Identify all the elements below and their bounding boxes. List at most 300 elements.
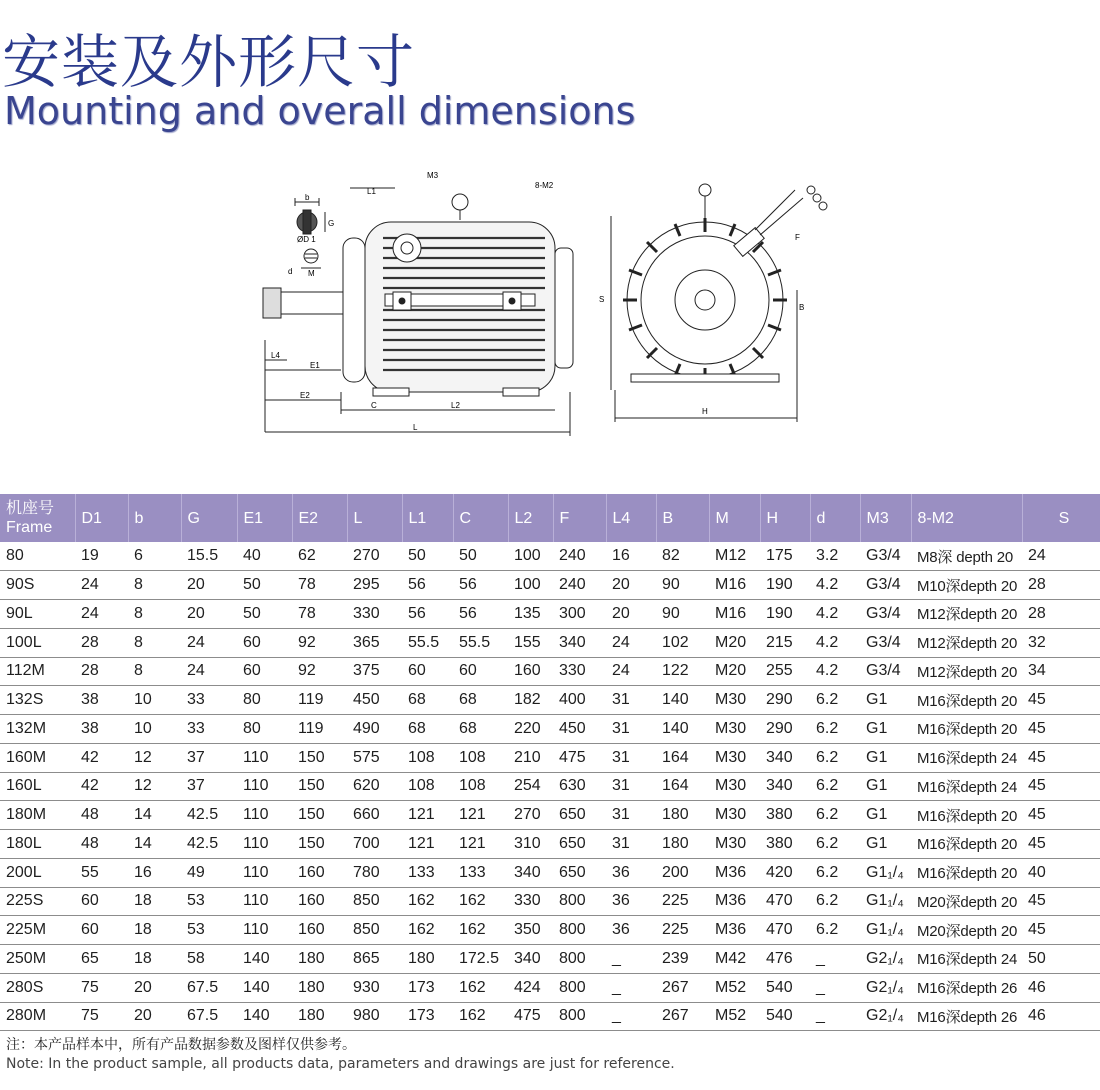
table-cell: 180: [298, 949, 325, 967]
table-cell: 780: [353, 863, 380, 881]
table-cell: 200L: [6, 863, 42, 881]
table-cell: 424: [514, 978, 541, 996]
table-cell: 6.2: [816, 834, 839, 852]
table-row: [0, 628, 1100, 657]
table-row: [0, 858, 1100, 887]
table-cell: G3/4: [866, 604, 901, 622]
table-cell: 100: [514, 576, 541, 594]
table-cell: 110: [243, 777, 269, 795]
table-cell: 90S: [6, 576, 35, 594]
table-cell: G1: [866, 748, 888, 766]
table-cell: 31: [612, 834, 630, 852]
table-cell: 4.2: [816, 576, 839, 594]
table-cell: M20: [715, 662, 747, 680]
table-cell: 8: [134, 633, 143, 651]
table-cell: 45: [1028, 691, 1046, 709]
table-cell: M16: [715, 604, 747, 622]
table-cell: 162: [408, 921, 435, 939]
table-cell: 24: [612, 662, 630, 680]
table-cell: 33: [187, 719, 205, 737]
page-title-cn: 安装及外形尺寸: [2, 28, 416, 96]
table-cell: 470: [766, 892, 793, 910]
table-cell: 45: [1028, 748, 1046, 766]
table-cell: 12: [134, 777, 152, 795]
header-M3: M3: [860, 494, 911, 542]
table-cell: 20: [187, 576, 205, 594]
table-cell: M16深depth 26: [917, 1008, 1018, 1026]
table-cell: 6.2: [816, 806, 839, 824]
table-cell: 160: [298, 863, 325, 881]
table-cell: 650: [559, 863, 586, 881]
table-cell: 14: [134, 834, 152, 852]
table-cell: 375: [353, 662, 380, 680]
table-cell: 40: [1028, 863, 1046, 881]
table-cell: 48: [81, 834, 99, 852]
table-cell: _: [816, 978, 825, 996]
table-cell: 45: [1028, 834, 1046, 852]
table-row: [0, 686, 1100, 715]
table-cell: 160: [298, 921, 325, 939]
table-row: [0, 887, 1100, 916]
table-cell: 180: [298, 978, 325, 996]
table-cell: 350: [514, 921, 541, 939]
table-cell: 56: [459, 576, 477, 594]
table-cell: 180: [662, 806, 689, 824]
shaft-key-section: [295, 198, 325, 268]
table-cell: 24: [1028, 547, 1046, 565]
table-cell: 62: [298, 547, 316, 565]
table-cell: G3/4: [866, 547, 901, 565]
header-D1: D1: [75, 494, 128, 542]
table-cell: 162: [459, 921, 486, 939]
table-cell: 295: [353, 576, 380, 594]
table-cell: M30: [715, 806, 747, 824]
table-cell: 182: [514, 691, 541, 709]
table-cell: 24: [81, 576, 99, 594]
table-cell: M16深depth 20: [917, 721, 1018, 739]
table-cell: 240: [559, 547, 586, 565]
table-cell: 150: [298, 834, 325, 852]
table-cell: 865: [353, 949, 380, 967]
table-cell: 190: [766, 576, 793, 594]
table-cell: M16深depth 20: [917, 865, 1018, 883]
table-cell: 239: [662, 949, 689, 967]
table-cell: 46: [1028, 978, 1046, 996]
table-cell: 150: [298, 777, 325, 795]
table-cell: G1₁/₄: [866, 863, 904, 881]
table-cell: 254: [514, 777, 541, 795]
table-cell: 90: [662, 604, 680, 622]
table-cell: 310: [514, 834, 541, 852]
table-cell: 250M: [6, 949, 47, 967]
table-cell: 28: [81, 633, 99, 651]
table-cell: 55.5: [459, 633, 491, 651]
table-cell: 24: [81, 604, 99, 622]
table-cell: M42: [715, 949, 747, 967]
table-cell: 32: [1028, 633, 1046, 651]
table-cell: _: [816, 949, 825, 967]
table-cell: 31: [612, 806, 630, 824]
table-cell: 65: [81, 949, 99, 967]
table-cell: 14: [134, 806, 152, 824]
table-cell: M12深depth 20: [917, 663, 1018, 681]
table-cell: 31: [612, 748, 630, 766]
table-cell: 140: [243, 949, 270, 967]
table-cell: 60: [81, 921, 99, 939]
table-cell: 42: [81, 777, 99, 795]
table-cell: 24: [187, 662, 205, 680]
table-cell: 164: [662, 748, 689, 766]
table-cell: 80: [243, 719, 261, 737]
table-cell: 78: [298, 576, 316, 594]
table-cell: 620: [353, 777, 380, 795]
table-cell: 220: [514, 719, 541, 737]
table-cell: 90: [662, 576, 680, 594]
table-row: [0, 571, 1100, 600]
table-cell: 16: [134, 863, 152, 881]
table-cell: _: [816, 1007, 825, 1025]
label-H: H: [702, 407, 708, 416]
table-cell: M12: [715, 547, 747, 565]
table-cell: 140: [662, 719, 689, 737]
table-cell: 340: [514, 949, 541, 967]
table-cell: 850: [353, 921, 380, 939]
table-cell: 150: [298, 748, 325, 766]
table-row: [0, 657, 1100, 686]
table-cell: 225: [662, 892, 689, 910]
table-cell: 164: [662, 777, 689, 795]
table-cell: G2₁/₄: [866, 949, 904, 967]
table-cell: 6.2: [816, 863, 839, 881]
table-cell: 800: [559, 949, 586, 967]
table-cell: 215: [766, 633, 793, 651]
table-cell: 53: [187, 921, 205, 939]
table-cell: 255: [766, 662, 793, 680]
table-cell: 20: [612, 604, 630, 622]
table-cell: M16深depth 24: [917, 778, 1018, 796]
table-cell: 160M: [6, 748, 47, 766]
table-cell: M36: [715, 921, 747, 939]
table-cell: M12深depth 20: [917, 635, 1018, 653]
table-cell: 50: [459, 547, 477, 565]
table-cell: 267: [662, 978, 689, 996]
table-cell: _: [612, 978, 621, 996]
label-b: b: [305, 193, 310, 202]
table-cell: 980: [353, 1007, 380, 1025]
table-cell: 50: [243, 576, 261, 594]
table-cell: 6.2: [816, 691, 839, 709]
table-cell: 90L: [6, 604, 33, 622]
table-cell: 190: [766, 604, 793, 622]
table-cell: 31: [612, 719, 630, 737]
table-cell: 270: [353, 547, 380, 565]
table-row: [0, 1002, 1100, 1031]
table-cell: 6.2: [816, 777, 839, 795]
table-cell: M16深depth 20: [917, 807, 1018, 825]
table-cell: 290: [766, 719, 793, 737]
table-body: [0, 542, 1100, 1031]
table-cell: 173: [408, 978, 435, 996]
table-cell: M30: [715, 834, 747, 852]
table-cell: 475: [559, 748, 586, 766]
table-cell: 180L: [6, 834, 42, 852]
table-cell: M16深depth 20: [917, 836, 1018, 854]
table-cell: 56: [408, 604, 426, 622]
table-cell: 110: [243, 921, 269, 939]
table-cell: 20: [612, 576, 630, 594]
table-cell: 75: [81, 1007, 99, 1025]
table-cell: 162: [459, 892, 486, 910]
table-cell: 225: [662, 921, 689, 939]
table-cell: G3/4: [866, 633, 901, 651]
header-b: b: [128, 494, 181, 542]
table-cell: 140: [243, 1007, 270, 1025]
header-L: L: [347, 494, 402, 542]
table-cell: 8: [134, 604, 143, 622]
page-title-en: Mounting and overall dimensions: [4, 89, 636, 133]
table-cell: M52: [715, 978, 747, 996]
table-cell: 380: [766, 806, 793, 824]
table-cell: 53: [187, 892, 205, 910]
table-cell: 100L: [6, 633, 42, 651]
table-cell: 135: [514, 604, 541, 622]
table-row: [0, 916, 1100, 945]
table-cell: _: [612, 949, 621, 967]
table-cell: 330: [514, 892, 541, 910]
table-cell: 475: [514, 1007, 541, 1025]
table-cell: 450: [353, 691, 380, 709]
table-cell: 10: [134, 719, 152, 737]
table-cell: 40: [243, 547, 261, 565]
table-cell: 102: [662, 633, 689, 651]
table-cell: 140: [243, 978, 270, 996]
table-cell: 4.2: [816, 662, 839, 680]
table-cell: 540: [766, 978, 793, 996]
table-cell: M30: [715, 691, 747, 709]
table-cell: 800: [559, 1007, 586, 1025]
table-cell: 290: [766, 691, 793, 709]
table-cell: 19: [81, 547, 99, 565]
table-cell: 225M: [6, 921, 47, 939]
table-cell: 50: [408, 547, 426, 565]
table-cell: 8: [134, 576, 143, 594]
table-cell: M10深depth 20: [917, 577, 1018, 595]
table-cell: 140: [662, 691, 689, 709]
table-cell: M12深depth 20: [917, 606, 1018, 624]
table-cell: 162: [408, 892, 435, 910]
label-M3: M3: [427, 171, 439, 180]
table-cell: 300: [559, 604, 586, 622]
table-cell: 12: [134, 748, 152, 766]
table-cell: 38: [81, 719, 99, 737]
table-cell: 42: [81, 748, 99, 766]
table-cell: 55: [81, 863, 99, 881]
table-cell: 650: [559, 806, 586, 824]
motor-dimension-drawing: [255, 160, 835, 445]
label-D1: ØD 1: [297, 235, 316, 244]
table-cell: 225S: [6, 892, 44, 910]
table-cell: 31: [612, 691, 630, 709]
table-cell: 45: [1028, 719, 1046, 737]
table-cell: 160L: [6, 777, 42, 795]
table-cell: M30: [715, 719, 747, 737]
table-cell: 121: [408, 806, 435, 824]
table-cell: 49: [187, 863, 205, 881]
table-cell: 122: [662, 662, 689, 680]
table-cell: 42.5: [187, 834, 219, 852]
table-cell: G1: [866, 691, 888, 709]
table-cell: 8: [134, 662, 143, 680]
table-row: [0, 715, 1100, 744]
table-cell: 180: [298, 1007, 325, 1025]
table-cell: 50: [243, 604, 261, 622]
label-L4: L4: [271, 351, 280, 360]
table-cell: 10: [134, 691, 152, 709]
table-cell: 46: [1028, 1007, 1046, 1025]
table-cell: 340: [514, 863, 541, 881]
table-cell: 68: [408, 719, 426, 737]
table-cell: 340: [559, 633, 586, 651]
label-S: S: [599, 295, 605, 304]
table-cell: M36: [715, 892, 747, 910]
table-cell: 150: [298, 806, 325, 824]
table-cell: G2₁/₄: [866, 978, 904, 996]
table-cell: 110: [243, 834, 269, 852]
table-cell: 34: [1028, 662, 1046, 680]
label-B: B: [799, 303, 805, 312]
table-cell: 476: [766, 949, 793, 967]
table-cell: 92: [298, 662, 316, 680]
table-cell: M8深 depth 20: [917, 548, 1013, 566]
dimensions-table-wrap: [0, 494, 1100, 1031]
table-cell: G1: [866, 719, 888, 737]
table-cell: M30: [715, 748, 747, 766]
header-E1: E1: [237, 494, 292, 542]
table-cell: 28: [81, 662, 99, 680]
table-cell: 450: [559, 719, 586, 737]
table-cell: 45: [1028, 921, 1046, 939]
table-cell: G1: [866, 777, 888, 795]
table-cell: 60: [408, 662, 426, 680]
table-cell: 400: [559, 691, 586, 709]
table-cell: 267: [662, 1007, 689, 1025]
table-cell: 470: [766, 921, 793, 939]
table-cell: M16: [715, 576, 747, 594]
table-row: [0, 772, 1100, 801]
table-cell: 31: [612, 777, 630, 795]
label-M: M: [308, 269, 315, 278]
table-cell: 6.2: [816, 892, 839, 910]
table-cell: 36: [612, 921, 630, 939]
table-cell: 240: [559, 576, 586, 594]
table-cell: 700: [353, 834, 380, 852]
table-cell: 100: [514, 547, 541, 565]
header-L1: L1: [402, 494, 453, 542]
table-cell: 3.2: [816, 547, 839, 565]
label-E1: E1: [310, 361, 320, 370]
table-cell: 38: [81, 691, 99, 709]
header-L4: L4: [606, 494, 656, 542]
table-cell: 650: [559, 834, 586, 852]
table-cell: G1: [866, 834, 888, 852]
table-cell: 630: [559, 777, 586, 795]
table-cell: 490: [353, 719, 380, 737]
table-cell: 270: [514, 806, 541, 824]
table-cell: 68: [459, 691, 477, 709]
table-cell: 121: [459, 834, 486, 852]
table-cell: 180: [408, 949, 435, 967]
table-cell: M16深depth 24: [917, 750, 1018, 768]
table-cell: 50: [1028, 949, 1046, 967]
table-cell: G2₁/₄: [866, 1007, 904, 1025]
table-cell: 78: [298, 604, 316, 622]
table-cell: 132S: [6, 691, 44, 709]
table-cell: 108: [459, 777, 486, 795]
table-cell: 6.2: [816, 748, 839, 766]
table-row: [0, 801, 1100, 830]
table-row: [0, 945, 1100, 974]
header-F: F: [553, 494, 606, 542]
table-cell: G1₁/₄: [866, 921, 904, 939]
table-cell: 119: [298, 691, 324, 709]
table-row: [0, 973, 1100, 1002]
table-cell: 121: [408, 834, 435, 852]
table-cell: 67.5: [187, 1007, 219, 1025]
table-row: [0, 600, 1100, 629]
header-H: H: [760, 494, 810, 542]
header-E2: E2: [292, 494, 347, 542]
table-cell: 340: [766, 777, 793, 795]
table-row: [0, 743, 1100, 772]
note-en: Note: In the product sample, all products data, parameters and drawings are just for reference.: [6, 1056, 675, 1072]
header-L2: L2: [508, 494, 553, 542]
table-cell: 6: [134, 547, 143, 565]
label-E2: E2: [300, 391, 310, 400]
table-cell: 18: [134, 949, 152, 967]
header-M: M: [709, 494, 760, 542]
table-cell: 180M: [6, 806, 47, 824]
table-cell: 110: [243, 806, 269, 824]
table-cell: 112M: [6, 662, 45, 680]
header-C: C: [453, 494, 508, 542]
table-cell: G1: [866, 806, 888, 824]
table-header-row: [0, 494, 1100, 542]
table-cell: 36: [612, 863, 630, 881]
table-cell: 60: [81, 892, 99, 910]
table-cell: 56: [459, 604, 477, 622]
table-row: [0, 830, 1100, 859]
table-cell: M30: [715, 777, 747, 795]
table-cell: 210: [514, 748, 541, 766]
label-C: C: [371, 401, 377, 410]
table-cell: 33: [187, 691, 205, 709]
table-cell: M36: [715, 863, 747, 881]
table-cell: 82: [662, 547, 680, 565]
table-cell: 162: [459, 1007, 486, 1025]
table-cell: M20深depth 20: [917, 922, 1018, 940]
table-cell: 108: [408, 748, 435, 766]
table-cell: 45: [1028, 806, 1046, 824]
table-cell: M52: [715, 1007, 747, 1025]
header-S: S: [1022, 494, 1100, 542]
header-8-M2: 8-M2: [911, 494, 1022, 542]
table-cell: 20: [134, 978, 152, 996]
table-cell: 660: [353, 806, 380, 824]
label-8-M2: 8-M2: [535, 181, 554, 190]
table-cell: 58: [187, 949, 205, 967]
table-cell: 37: [187, 748, 205, 766]
table-cell: 45: [1028, 777, 1046, 795]
